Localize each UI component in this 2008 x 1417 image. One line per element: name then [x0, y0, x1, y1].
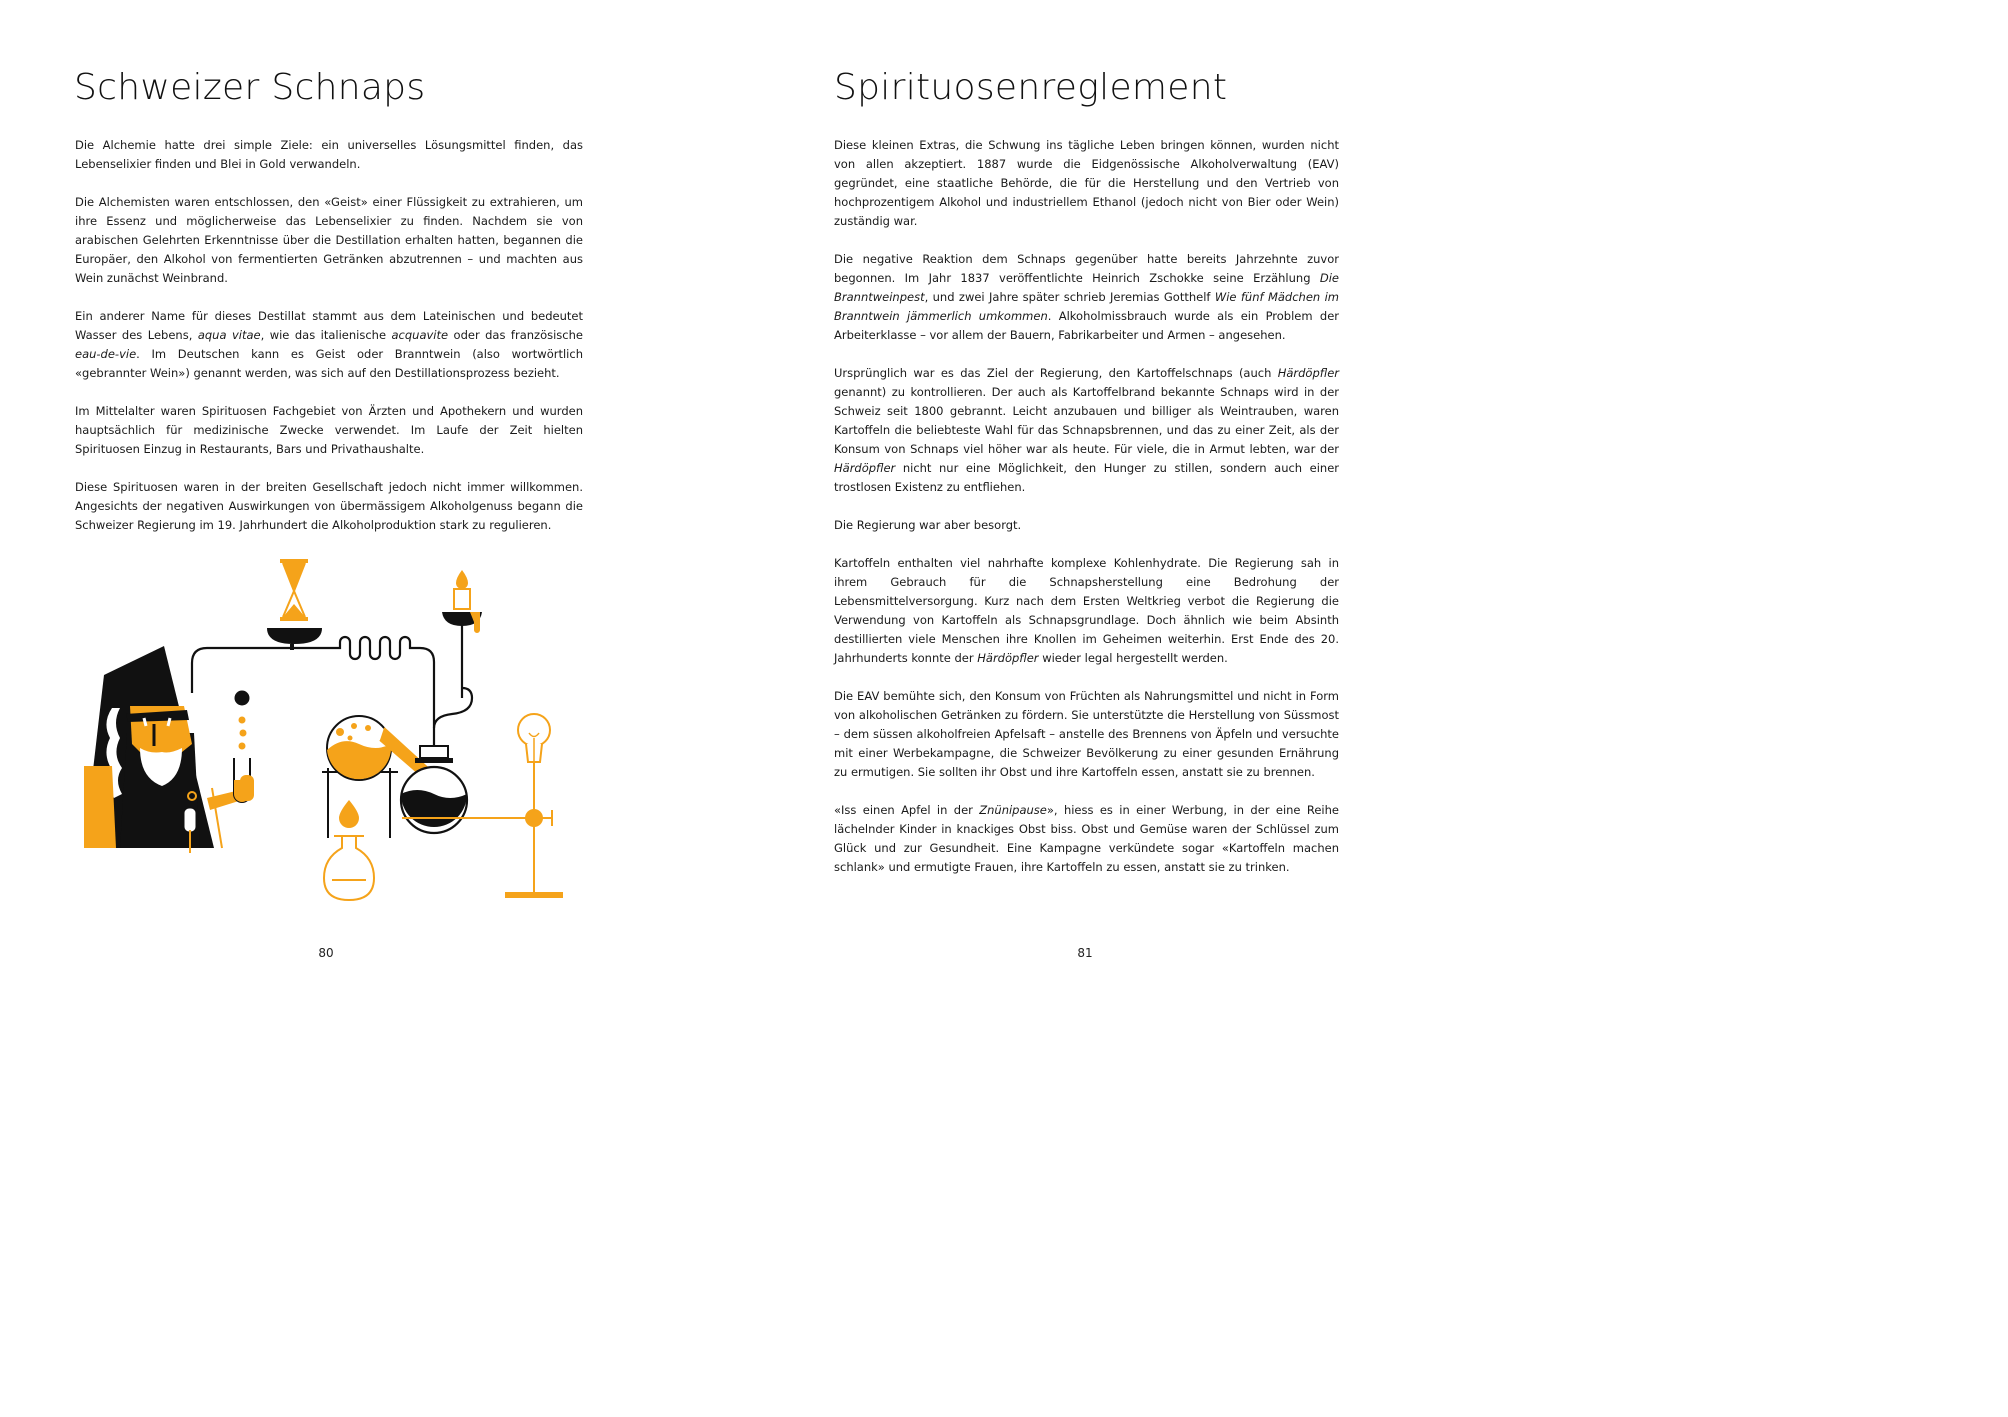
- italic-title: Härdöpfler: [1277, 366, 1339, 380]
- paragraph: Ein anderer Name für dieses Destillat stammt aus dem Lateinischen und bedeutet Wasser des Lebens, aqua vitae, wie das italienische acquavite oder das französische eau-de-vie. Im Deutschen kann es Geist oder Branntwein (also wortwörtlich «gebrannter Wein») genannt werden, was sich auf den Destillationsprozess bezieht.: [75, 309, 583, 380]
- paragraph: Die Alchemie hatte drei simple Ziele: ein universelles Lösungsmittel finden, das Lebenselixier finden und Blei in Gold verwandeln.: [75, 138, 583, 171]
- italic-title: Härdöpfler: [977, 651, 1039, 665]
- italic-title: Die Branntweinpest: [834, 271, 1339, 304]
- hourglass-icon: [267, 559, 322, 650]
- left-page: [0, 0, 700, 1000]
- paragraph: Diese kleinen Extras, die Schwung ins tägliche Leben bringen können, wurden nicht von allen akzeptiert. 1887 wurde die Eidgenössische Alkoholverwaltung (EAV) gegründet, eine staatliche Behörde, die für die Herstellung und den Vertrieb von hochprozentigem Alkohol und industriellem Ethanol (jedoch nicht von Bier oder Wein) zuständig war.: [834, 138, 1339, 228]
- paragraph: Die EAV bemühte sich, den Konsum von Früchten als Nahrungsmittel und nicht in Form von alkoholischen Getränken zu fördern. Sie unterstützte die Herstellung von Süssmost – dem süssen alkoholfreien Apfelsaft – anstelle des Brennens von Äpfeln und versuchte mit einer Werbekampagne, die Schweizer Bevölkerung zu einer gesunden Ernährung zu ermutigen. Sie sollten ihr Obst und ihre Kartoffeln essen, anstatt sie zu brennen.: [834, 689, 1339, 779]
- italic-title: eau-de-vie: [75, 347, 137, 361]
- italic-title: acquavite: [391, 328, 449, 342]
- italic-title: Wie fünf Mädchen im Branntwein jämmerlich umkommen: [834, 290, 1339, 323]
- alchemist-distillation-illustration: [72, 548, 582, 918]
- page-title: Spirituosenreglement: [834, 67, 1228, 108]
- paragraph: Die negative Reaktion dem Schnaps gegenüber hatte bereits Jahrzehnte zuvor begonnen. Im Jahr 1837 veröffentlichte Heinrich Zschokke seine Erzählung Die Branntweinpest, und zwei Jahre später schrieb Jeremias Gotthelf Wie fünf Mädchen im Branntwein jämmerlich umkommen. Alkoholmissbrauch wurde als ein Problem der Arbeiterklasse – vor allem der Bauern, Fabrikarbeiter und Armen – angesehen.: [834, 252, 1339, 342]
- right-page: [700, 0, 1400, 1000]
- paragraph: Im Mittelalter waren Spirituosen Fachgebiet von Ärzten und Apothekern und wurden hauptsächlich für medizinische Zwecke verwendet. Im Laufe der Zeit hielten Spirituosen Einzug in Restaurants, Bars und Privathaushalte.: [75, 404, 583, 456]
- paragraph: Die Alchemisten waren entschlossen, den «Geist» einer Flüssigkeit zu extrahieren, um ihre Essenz und möglicherweise das Lebenselixier zu finden. Nachdem sie von arabischen Gelehrten Erkenntnisse über die Destillation erhalten hatten, begannen die Europäer, den Alkohol von fermentierten Getränken abzutrennen – und machten aus Wein zunächst Weinbrand.: [75, 195, 583, 285]
- italic-title: Znünipause: [979, 803, 1047, 817]
- tubing: [192, 622, 472, 746]
- page-title: Schweizer Schnaps: [74, 67, 426, 108]
- paragraph: Kartoffeln enthalten viel nahrhafte komplexe Kohlenhydrate. Die Regierung sah in ihrem Gebrauch für die Schnapsherstellung eine Bedrohung der Lebensmittelversorgung. Kurz nach dem Ersten Weltkrieg verbot die Regierung die Verwendung von Kartoffeln als Schnapsgrundlage. Doch ähnlich wie beim Absinth destillierten viele Menschen ihre Knollen im Geheimen weiterhin. Erst Ende des 20. Jahrhunderts konnte der Härdöpfler wieder legal hergestellt werden.: [834, 556, 1339, 665]
- paragraph: Diese Spirituosen waren in der breiten Gesellschaft jedoch nicht immer willkommen. Angesichts der negativen Auswirkungen von übermässigem Alkoholgenuss begann die Schweizer Regierung im 19. Jahrhundert die Alkoholproduktion stark zu regulieren.: [75, 480, 583, 532]
- body-text: [75, 136, 583, 554]
- paragraph: Die Regierung war aber besorgt.: [834, 518, 1022, 532]
- page-number: 80: [318, 946, 334, 960]
- italic-title: Härdöpfler: [834, 461, 896, 475]
- page-number: 81: [1077, 946, 1093, 960]
- body-text: [834, 136, 1339, 896]
- paragraph: «Iss einen Apfel in der Znünipause», hiess es in einer Werbung, in der eine Reihe lächelnder Kinder in knackiges Obst biss. Obst und Gemüse waren der Schlüssel zum Glück und zur Gesundheit. Eine Kampagne verkündete sogar «Kartoffeln machen schlank» und ermutigte Frauen, ihre Kartoffeln zu essen, anstatt sie zu trinken.: [834, 803, 1339, 874]
- test-tube-icon: [234, 717, 254, 803]
- italic-title: aqua vitae: [197, 328, 261, 342]
- candle-icon: [442, 570, 482, 633]
- alchemist-figure: [84, 646, 242, 853]
- paragraph: Ursprünglich war es das Ziel der Regierung, den Kartoffelschnaps (auch Härdöpfler genannt) zu kontrollieren. Der auch als Kartoffelbrand bekannte Schnaps wird in der Schweiz seit 1800 gebrannt. Leicht anzubauen und billiger als Weintrauben, waren Kartoffeln die beliebteste Wahl für das Schnapsbrennen, und das zu einer Zeit, als der Konsum von Schnaps viel höher war als heute. Für viele, die in Armut lebten, war der Härdöpfler nicht nur eine Möglichkeit, den Hunger zu stillen, sondern auch einer trostlosen Existenz zu entfliehen.: [834, 366, 1339, 494]
- flame-icon: [324, 800, 374, 900]
